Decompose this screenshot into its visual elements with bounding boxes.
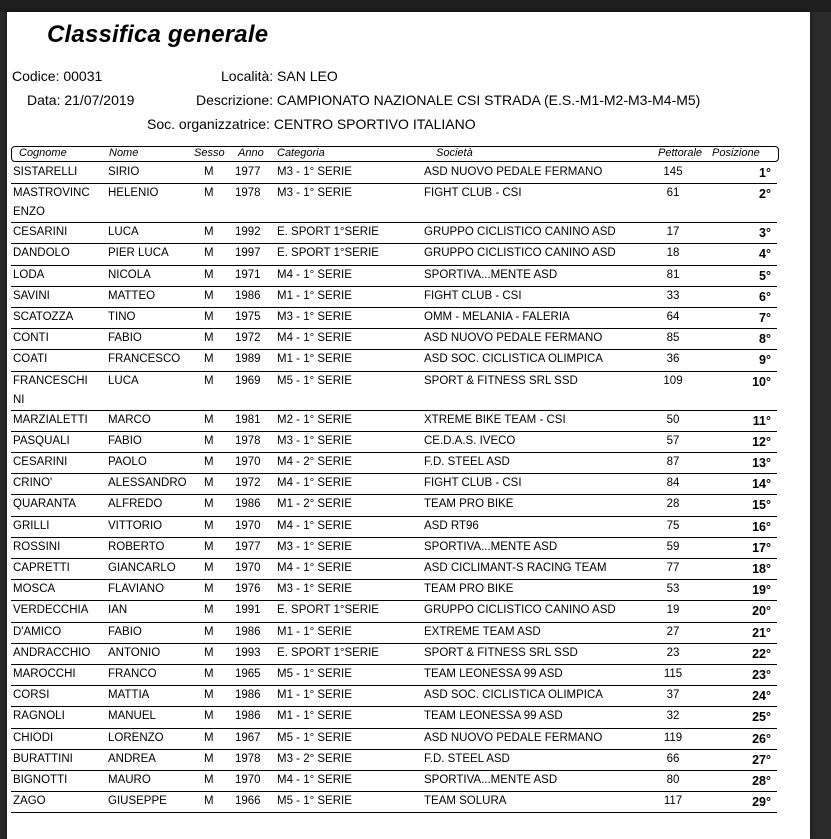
cell-cognome: PASQUALI	[13, 434, 70, 447]
cell-nome: LUCA	[108, 226, 139, 239]
cell-categoria: M5 - 1° SERIE	[277, 374, 352, 387]
table-row	[11, 372, 777, 411]
cell-sesso: M	[204, 226, 214, 239]
cell-societa: XTREME BIKE TEAM - CSI	[424, 413, 566, 426]
cell-sesso: M	[204, 625, 214, 638]
cell-posizione: 3°	[759, 226, 771, 241]
cell-pettorale: 64	[666, 311, 680, 323]
cell-cognome: SAVINI	[13, 289, 50, 302]
table-row	[11, 750, 777, 771]
table-row	[11, 308, 777, 329]
descrizione-label: Descrizione:	[196, 92, 274, 108]
cell-nome: GIANCARLO	[108, 562, 176, 574]
cell-posizione: 27°	[752, 752, 771, 767]
cell-pettorale: 80	[666, 774, 680, 786]
cell-societa: CE.D.A.S. IVECO	[424, 434, 516, 447]
cell-anno: 1981	[235, 413, 261, 426]
cell-categoria: M4 - 1° SERIE	[277, 477, 352, 490]
localita-value: SAN LEO	[277, 68, 338, 84]
table-row	[11, 163, 777, 184]
soc-value: CENTRO SPORTIVO ITALIANO	[273, 116, 476, 132]
cell-societa: TEAM LEONESSA 99 ASD	[424, 668, 563, 680]
cell-pettorale: 61	[666, 187, 680, 200]
cell-pettorale: 77	[666, 562, 680, 574]
cell-nome: LUCA	[108, 374, 139, 387]
cell-categoria: M1 - 1° SERIE	[277, 689, 352, 702]
cell-nome: PIER LUCA	[108, 247, 169, 260]
col-nome: Nome	[109, 147, 139, 159]
cell-anno: 1970	[235, 774, 261, 786]
cell-posizione: 22°	[752, 646, 771, 661]
cell-posizione: 8°	[759, 332, 771, 347]
cell-societa: TEAM LEONESSA 99 ASD	[424, 710, 563, 723]
table-row	[11, 792, 777, 813]
cell-sesso: M	[204, 710, 214, 723]
cell-categoria: M3 - 1° SERIE	[277, 583, 352, 596]
cell-cognome: ZAGO	[13, 795, 46, 808]
cell-anno: 1993	[235, 646, 261, 659]
cell-sesso: M	[204, 646, 214, 659]
cell-categoria: M3 - 1° SERIE	[277, 311, 352, 323]
cell-pettorale: 50	[666, 413, 680, 426]
cell-pettorale: 66	[666, 752, 680, 765]
cell-sesso: M	[204, 540, 214, 553]
localita-label: Località:	[221, 68, 274, 84]
cell-sesso: M	[204, 604, 214, 617]
cell-posizione: 4°	[759, 247, 771, 262]
cell-sesso: M	[204, 311, 214, 323]
cell-cognome: SISTARELLI	[13, 166, 78, 178]
cell-sesso: M	[204, 456, 214, 468]
cell-sesso: M	[204, 752, 214, 765]
cell-societa: ASD RT96	[424, 519, 479, 532]
cell-nome: MARCO	[108, 413, 151, 426]
cell-pettorale: 53	[666, 583, 680, 596]
cell-cognome: CESARINI	[13, 456, 68, 468]
cell-posizione: 11°	[752, 413, 771, 428]
viewer-left-margin	[0, 12, 7, 839]
col-anno: Anno	[238, 147, 264, 159]
cell-categoria: M1 - 1° SERIE	[277, 625, 352, 638]
cell-societa: FIGHT CLUB - CSI	[424, 187, 522, 200]
cell-pettorale: 57	[666, 434, 680, 447]
cell-sesso: M	[204, 583, 214, 596]
cell-pettorale: 75	[666, 519, 680, 532]
cell-anno: 1972	[235, 332, 261, 345]
cell-anno: 1986	[235, 710, 261, 723]
cell-anno: 1966	[235, 795, 261, 808]
cell-nome: FABIO	[108, 434, 142, 447]
cell-cognome: MARZIALETTI	[13, 413, 88, 426]
codice-row	[12, 68, 102, 84]
cell-categoria: M1 - 1° SERIE	[277, 289, 352, 302]
table-row	[11, 580, 777, 601]
cell-posizione: 21°	[752, 625, 771, 640]
cell-sesso: M	[204, 774, 214, 786]
cell-posizione: 20°	[752, 604, 771, 619]
cell-cognome: CORSI	[13, 689, 50, 702]
table-row	[11, 707, 777, 728]
cell-pettorale: 109	[663, 374, 683, 387]
cell-categoria: E. SPORT 1°SERIE	[277, 646, 379, 659]
cell-pettorale: 28	[666, 498, 680, 511]
cell-anno: 1978	[235, 187, 261, 200]
cell-anno: 1970	[235, 562, 261, 574]
cell-posizione: 29°	[752, 795, 771, 810]
table-header	[11, 146, 779, 162]
table-row	[11, 686, 777, 707]
cell-nome: MAURO	[108, 774, 151, 786]
cell-categoria: M1 - 1° SERIE	[277, 710, 352, 723]
cell-cognome: CONTI	[13, 332, 49, 345]
col-sesso: Sesso	[194, 147, 225, 159]
cell-anno: 1969	[235, 374, 261, 387]
cell-sesso: M	[204, 353, 214, 366]
table-row	[11, 729, 777, 750]
cell-nome: GIUSEPPE	[108, 795, 167, 808]
data-label: Data:	[27, 92, 61, 108]
cell-anno: 1976	[235, 583, 261, 596]
cell-posizione: 24°	[752, 689, 771, 704]
codice-value: 00031	[63, 68, 103, 84]
table-row	[11, 623, 777, 644]
cell-posizione: 15°	[752, 498, 771, 513]
cell-posizione: 16°	[752, 519, 771, 534]
descrizione-row	[196, 92, 700, 108]
cell-cognome: ANDRACCHIO	[13, 646, 91, 659]
cell-sesso: M	[204, 434, 214, 447]
cell-categoria: M2 - 1° SERIE	[277, 413, 352, 426]
cell-sesso: M	[204, 731, 214, 744]
cell-cognome: CESARINI	[13, 226, 68, 239]
table-row	[11, 644, 777, 665]
cell-anno: 1970	[235, 519, 261, 532]
cell-societa: OMM - MELANIA - FALERIA	[424, 311, 570, 323]
cell-societa: TEAM PRO BIKE	[424, 583, 514, 596]
cell-societa: GRUPPO CICLISTICO CANINO ASD	[424, 226, 616, 239]
cell-pettorale: 115	[663, 668, 683, 680]
cell-cognome: COATI	[13, 353, 48, 366]
cell-pettorale: 119	[663, 731, 683, 744]
cell-anno: 1970	[235, 456, 261, 468]
cell-posizione: 18°	[752, 562, 771, 576]
table-row	[11, 223, 777, 244]
col-categoria: Categoria	[277, 147, 325, 159]
localita-row	[221, 68, 338, 84]
cell-societa: SPORT & FITNESS SRL SSD	[424, 374, 578, 387]
cell-categoria: E. SPORT 1°SERIE	[277, 247, 379, 260]
data-value: 21/07/2019	[64, 92, 135, 108]
soc-label: Soc. organizzatrice:	[147, 116, 270, 132]
cell-cognome: SCATOZZA	[13, 311, 74, 323]
cell-categoria: M5 - 1° SERIE	[277, 668, 352, 680]
cell-anno: 1967	[235, 731, 261, 744]
cell-nome: ANDREA	[108, 752, 156, 765]
cell-nome: NICOLA	[108, 268, 151, 281]
cell-cognome: LODA	[13, 268, 45, 281]
table-row	[11, 495, 777, 516]
cell-cognome-continued: ENZO	[13, 206, 45, 219]
table-row	[11, 432, 777, 453]
codice-label: Codice:	[12, 68, 60, 84]
table-row	[11, 517, 777, 538]
cell-posizione: 28°	[752, 774, 771, 788]
table-row	[11, 329, 777, 350]
cell-pettorale: 19	[666, 604, 680, 617]
cell-categoria: M3 - 1° SERIE	[277, 434, 352, 447]
cell-categoria: M1 - 1° SERIE	[277, 353, 352, 366]
cell-cognome: CRINO'	[13, 477, 53, 490]
cell-societa: F.D. STEEL ASD	[424, 752, 510, 765]
cell-societa: GRUPPO CICLISTICO CANINO ASD	[424, 247, 616, 260]
cell-sesso: M	[204, 795, 214, 808]
cell-pettorale: 36	[666, 353, 680, 366]
viewer-toolbar-strip	[0, 0, 831, 12]
table-row	[11, 453, 777, 474]
cell-nome: FLAVIANO	[108, 583, 165, 596]
cell-anno: 1989	[235, 353, 261, 366]
table-row	[11, 474, 777, 495]
cell-anno: 1978	[235, 434, 261, 447]
cell-societa: ASD NUOVO PEDALE FERMANO	[424, 731, 603, 744]
cell-anno: 1992	[235, 226, 261, 239]
cell-cognome: BURATTINI	[13, 752, 73, 765]
cell-societa: EXTREME TEAM ASD	[424, 625, 541, 638]
cell-categoria: M4 - 1° SERIE	[277, 332, 352, 345]
cell-anno: 1965	[235, 668, 261, 680]
cell-pettorale: 81	[666, 268, 680, 281]
cell-nome: FRANCESCO	[108, 353, 181, 366]
data-row	[27, 92, 134, 108]
table-row	[11, 601, 777, 622]
cell-nome: MATTIA	[108, 689, 150, 702]
cell-sesso: M	[204, 519, 214, 532]
cell-categoria: M4 - 1° SERIE	[277, 519, 352, 532]
cell-cognome: MAROCCHI	[13, 668, 76, 680]
cell-pettorale: 17	[666, 226, 680, 239]
cell-anno: 1991	[235, 604, 261, 617]
cell-posizione: 26°	[752, 731, 771, 746]
cell-societa: TEAM SOLURA	[424, 795, 507, 808]
cell-societa: FIGHT CLUB - CSI	[424, 477, 522, 490]
cell-pettorale: 145	[663, 166, 683, 178]
cell-pettorale: 117	[663, 795, 683, 808]
cell-posizione: 2°	[759, 187, 771, 202]
cell-anno: 1986	[235, 689, 261, 702]
cell-cognome: MASTROVINC	[13, 187, 90, 200]
cell-anno: 1971	[235, 268, 261, 281]
cell-anno: 1977	[235, 540, 261, 553]
col-posizione: Posizione	[712, 147, 760, 159]
viewer-scrollbar-track[interactable]	[810, 12, 831, 839]
cell-societa: FIGHT CLUB - CSI	[424, 289, 522, 302]
cell-sesso: M	[204, 477, 214, 490]
cell-posizione: 17°	[752, 540, 771, 555]
cell-pettorale: 84	[666, 477, 680, 490]
cell-societa: SPORT & FITNESS SRL SSD	[424, 646, 578, 659]
cell-posizione: 25°	[752, 710, 771, 725]
cell-cognome: DANDOLO	[13, 247, 70, 260]
cell-societa: ASD CICLIMANT-S RACING TEAM	[424, 562, 607, 574]
cell-anno: 1972	[235, 477, 261, 490]
cell-nome: ALFREDO	[108, 498, 163, 511]
cell-categoria: M3 - 1° SERIE	[277, 187, 352, 200]
cell-nome: FABIO	[108, 625, 142, 638]
document-page	[7, 12, 810, 839]
cell-cognome: GRILLI	[13, 519, 50, 532]
cell-sesso: M	[204, 247, 214, 260]
cell-anno: 1977	[235, 166, 261, 178]
cell-societa: ASD SOC. CICLISTICA OLIMPICA	[424, 689, 603, 702]
table-row	[11, 184, 777, 223]
cell-societa: ASD SOC. CICLISTICA OLIMPICA	[424, 353, 603, 366]
cell-cognome: RAGNOLI	[13, 710, 65, 723]
cell-sesso: M	[204, 289, 214, 302]
cell-pettorale: 18	[666, 247, 680, 260]
cell-anno: 1978	[235, 752, 261, 765]
cell-categoria: M4 - 1° SERIE	[277, 774, 352, 786]
cell-nome: LORENZO	[108, 731, 164, 744]
table-row	[11, 559, 777, 580]
col-pettorale: Pettorale	[658, 147, 703, 159]
cell-categoria: E. SPORT 1°SERIE	[277, 604, 379, 617]
table-row	[11, 244, 777, 265]
cell-nome: IAN	[108, 604, 128, 617]
cell-societa: F.D. STEEL ASD	[424, 456, 510, 468]
cell-posizione: 23°	[752, 668, 771, 682]
cell-posizione: 12°	[752, 434, 771, 449]
table-row	[11, 350, 777, 371]
col-cognome: Cognome	[19, 147, 67, 159]
cell-pettorale: 23	[666, 646, 680, 659]
table-row	[11, 771, 777, 792]
cell-sesso: M	[204, 498, 214, 511]
cell-sesso: M	[204, 166, 214, 178]
descrizione-value: CAMPIONATO NAZIONALE CSI STRADA (E.S.-M1-M2-M3-M4-M5)	[276, 92, 701, 108]
cell-sesso: M	[204, 332, 214, 345]
col-societa: Società	[436, 147, 473, 159]
cell-societa: SPORTIVA...MENTE ASD	[424, 540, 558, 553]
cell-anno: 1997	[235, 247, 261, 260]
cell-pettorale: 37	[666, 689, 680, 702]
cell-cognome: QUARANTA	[13, 498, 77, 511]
cell-pettorale: 87	[666, 456, 680, 468]
cell-sesso: M	[204, 689, 214, 702]
cell-posizione: 9°	[759, 353, 771, 368]
cell-categoria: M3 - 1° SERIE	[277, 540, 352, 553]
cell-nome: MATTEO	[108, 289, 156, 302]
cell-nome: MANUEL	[108, 710, 156, 723]
table-row	[11, 665, 777, 686]
cell-posizione: 10°	[752, 374, 771, 389]
cell-nome: PAOLO	[108, 456, 147, 468]
row-divider	[11, 812, 777, 813]
cell-societa: TEAM PRO BIKE	[424, 498, 514, 511]
cell-cognome: ROSSINI	[13, 540, 61, 553]
cell-categoria: M5 - 1° SERIE	[277, 795, 352, 808]
cell-pettorale: 85	[666, 332, 680, 345]
cell-posizione: 14°	[752, 477, 771, 492]
cell-pettorale: 33	[666, 289, 680, 302]
cell-anno: 1986	[235, 625, 261, 638]
cell-nome: FABIO	[108, 332, 142, 345]
cell-cognome: CHIODI	[13, 731, 54, 744]
cell-sesso: M	[204, 374, 214, 387]
cell-categoria: M4 - 2° SERIE	[277, 456, 352, 468]
cell-pettorale: 27	[666, 625, 680, 638]
cell-cognome: VERDECCHIA	[13, 604, 89, 617]
soc-row	[147, 116, 476, 132]
cell-categoria: M3 - 1° SERIE	[277, 166, 352, 178]
cell-cognome-continued: NI	[13, 393, 25, 406]
cell-posizione: 1°	[759, 166, 771, 180]
cell-societa: SPORTIVA...MENTE ASD	[424, 774, 558, 786]
cell-categoria: M5 - 1° SERIE	[277, 731, 352, 744]
cell-cognome: BIGNOTTI	[13, 774, 68, 786]
table-row	[11, 538, 777, 559]
cell-cognome: FRANCESCHI	[13, 374, 88, 387]
cell-anno: 1986	[235, 498, 261, 511]
cell-posizione: 7°	[759, 311, 771, 325]
cell-sesso: M	[204, 668, 214, 680]
cell-cognome: MOSCA	[13, 583, 56, 596]
cell-pettorale: 59	[666, 540, 680, 553]
cell-nome: ALESSANDRO	[108, 477, 187, 490]
cell-categoria: M3 - 2° SERIE	[277, 752, 352, 765]
cell-categoria: M4 - 1° SERIE	[277, 562, 352, 574]
cell-sesso: M	[204, 268, 214, 281]
cell-societa: GRUPPO CICLISTICO CANINO ASD	[424, 604, 616, 617]
cell-posizione: 5°	[759, 268, 771, 283]
cell-nome: ROBERTO	[108, 540, 165, 553]
cell-posizione: 13°	[752, 456, 771, 470]
cell-cognome: D'AMICO	[13, 625, 62, 638]
cell-cognome: CAPRETTI	[13, 562, 70, 574]
cell-anno: 1986	[235, 289, 261, 302]
cell-nome: TINO	[108, 311, 136, 323]
cell-sesso: M	[204, 413, 214, 426]
cell-societa: ASD NUOVO PEDALE FERMANO	[424, 332, 603, 345]
cell-societa: ASD NUOVO PEDALE FERMANO	[424, 166, 603, 178]
page-title: Classifica generale	[47, 21, 269, 48]
cell-nome: FRANCO	[108, 668, 157, 680]
cell-societa: SPORTIVA...MENTE ASD	[424, 268, 558, 281]
cell-nome: SIRIO	[108, 166, 140, 178]
table-row	[11, 266, 777, 287]
cell-nome: VITTORIO	[108, 519, 163, 532]
cell-posizione: 19°	[752, 583, 771, 598]
cell-categoria: E. SPORT 1°SERIE	[277, 226, 379, 239]
cell-categoria: M1 - 2° SERIE	[277, 498, 352, 511]
cell-posizione: 6°	[759, 289, 771, 304]
cell-anno: 1975	[235, 311, 261, 323]
table-row	[11, 287, 777, 308]
cell-sesso: M	[204, 187, 214, 200]
cell-categoria: M4 - 1° SERIE	[277, 268, 352, 281]
cell-nome: HELENIO	[108, 187, 159, 200]
cell-nome: ANTONIO	[108, 646, 161, 659]
table-row	[11, 411, 777, 432]
cell-sesso: M	[204, 562, 214, 574]
cell-pettorale: 32	[666, 710, 680, 723]
